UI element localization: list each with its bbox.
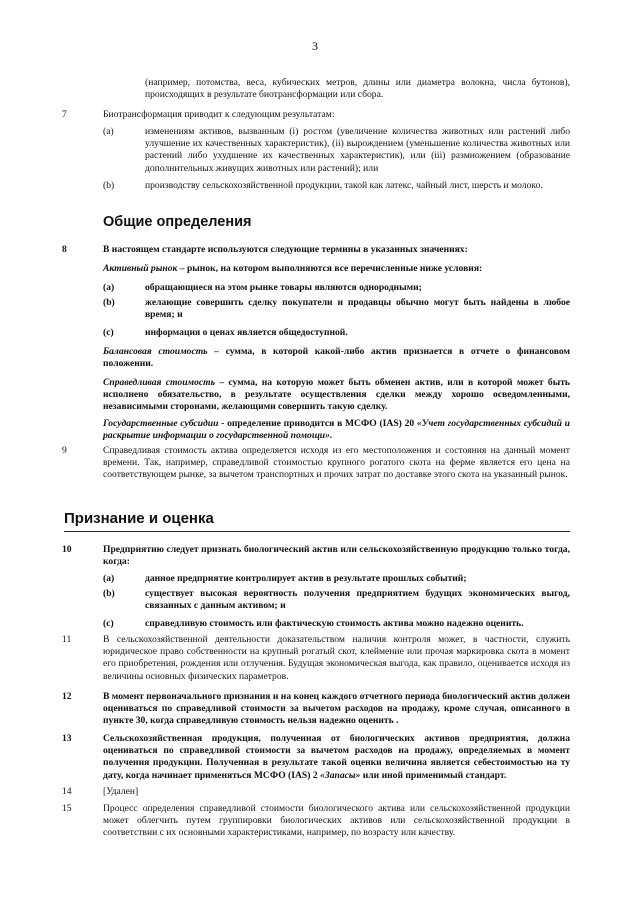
term-carrying-amount: Балансовая стоимость: [103, 346, 208, 357]
definition-government-grants-text: - определение приводится в МСФО (IAS) 20: [218, 418, 417, 429]
section-heading-recognition: Признание и оценка: [64, 510, 214, 527]
paragraph-number-10: 10: [62, 544, 72, 555]
list-item-8b: желающие совершить сделку покупатели и продавцы обычно могут быть найдены в любое время; и: [145, 297, 570, 321]
list-item-7b: производству сельскохозяйственной продукции, такой как латекс, чайный лист, шерсть и молоко.: [145, 180, 543, 191]
list-label-8c: (c): [103, 327, 114, 338]
paragraph-9-text: Справедливая стоимость актива определяется исходя из его местоположения и состояния на данный момент времени. Так, например, справедливой стоимостью крупного рогатого скота на ферме является его цена на соответствующем рынке, за вычетом транспортных и прочих затрат по доставке этого скота на указанный рынок.: [103, 445, 570, 481]
list-label-10c: (c): [103, 618, 114, 629]
paragraph-number-13: 13: [62, 733, 72, 744]
list-label-10a: (a): [103, 573, 115, 584]
list-item-7a: изменениям активов, вызванным (i) ростом (увеличение количества животных или растений либо улучшение их качественных характеристик), (ii) вырождением (уменьшение количества животных или растений либо ухудшение их качественных характеристик), или (iii) размножением (образование дополнительных живущих животных или растений); или: [145, 126, 570, 174]
definition-fair-value-text: – сумма, на которую может быть обменен актив, или в которой может быть исполнено обязательство, в результате осуществления сделки между хорошо осведомленными, независимыми сторонами, желающими совершить такую сделку.: [103, 377, 570, 413]
definition-carrying-amount-text: – сумма, в которой какой-либо актив признается в отчете о финансовом положении.: [103, 346, 571, 370]
paragraph-number-7: 7: [62, 109, 67, 120]
term-active-market: Активный рынок: [103, 263, 178, 274]
paragraph-10-text: Предприятию следует признать биологический актив или сельскохозяйственную продукцию только тогда, когда:: [103, 544, 570, 568]
paragraph-13-tail: или иной применимый стандарт.: [360, 769, 507, 781]
list-item-8c: информация о ценах является общедоступной.: [145, 327, 348, 338]
paragraph-13-body: Сельскохозяйственная продукция, полученная от биологических активов предприятия, должна оцениваться по справедливой стоимости за вычетом расходов на продажу, определяемых в момент получения продукции. Полученная в результате такой оценки величина является себестоимостью на ту дату, когда начинает применяться МСФО (IAS) 2: [103, 733, 570, 781]
paragraph-11-text: В сельскохозяйственной деятельности доказательством наличия контроля может, в частности, служить юридическое право собственности на крупный рогатый скот, клеймение или прочая маркировка скота в момент его приобретения, рождения или отлучения. Будущая экономическая выгода, как правило, оценивается исходя из величины основных физических параметров.: [103, 634, 570, 682]
standard-title-ias20: «Учет государственных субсидий и раскрытие информации о государственной помощи».: [103, 418, 571, 442]
list-label-10b: (b): [103, 588, 115, 599]
paragraph-12-text: В момент первоначального признания и на конец каждого отчетного периода биологический актив должен оцениваться по справедливой стоимости за вычетом расходов на продажу, кроме случая, описанного в пункте 30, когда справедливую стоимость нельзя надежно оценить .: [103, 691, 570, 727]
list-item-10a: данное предприятие контролирует актив в результате прошлых событий;: [145, 573, 467, 584]
list-item-10b: существует высокая вероятность получения предприятием будущих экономических выгод, связанных с данным активом; и: [145, 588, 570, 612]
definition-active-market: [103, 263, 570, 275]
standard-title-ias2: «Запасы»: [320, 769, 361, 781]
definition-government-grants: [103, 418, 570, 442]
term-government-grants: Государственные субсидии: [103, 418, 219, 429]
paragraph-number-14: 14: [62, 786, 72, 797]
paragraph-8-text: В настоящем стандарте используются следующие термины в указанных значениях:: [103, 244, 468, 255]
intro-paragraph: (например, потомства, веса, кубических метров, длины или диаметра волокна, числа бутонов), происходящих в результате биотрансформации или сбора.: [145, 77, 570, 101]
paragraph-13-text: [103, 733, 570, 782]
term-fair-value: Справедливая стоимость: [103, 377, 216, 388]
definition-carrying-amount: [103, 346, 570, 370]
list-label-7a: (a): [103, 126, 114, 137]
section-divider: [64, 531, 570, 532]
paragraph-number-15: 15: [62, 803, 72, 814]
list-label-8b: (b): [103, 297, 115, 308]
paragraph-15-text: Процесс определения справедливой стоимости биологического актива или сельскохозяйственной продукции может облегчить путем группировки биологических активов или сельскохозяйственной продукции в соответствии с их основными характеристиками, например, по возрасту или качеству.: [103, 803, 570, 839]
paragraph-14-text: [Удален]: [103, 786, 139, 797]
paragraph-7-text: Биотрансформация приводит к следующим результатам:: [103, 109, 335, 120]
definition-fair-value: [103, 377, 570, 414]
list-item-8a: обращающиеся на этом рынке товары являются однородными;: [145, 282, 422, 293]
list-label-8a: (a): [103, 282, 115, 293]
list-item-10c: справедливую стоимость или фактическую стоимость актива можно надежно оценить.: [145, 618, 524, 629]
paragraph-number-12: 12: [62, 691, 72, 702]
section-heading-definitions: Общие определения: [103, 214, 252, 230]
page-number: 3: [312, 39, 318, 53]
list-label-7b: (b): [103, 180, 115, 191]
paragraph-number-11: 11: [62, 634, 72, 645]
paragraph-number-8: 8: [62, 244, 67, 255]
paragraph-number-9: 9: [62, 445, 67, 456]
definition-active-market-text: – рынок, на котором выполняются все перечисленные ниже условия:: [177, 263, 483, 274]
